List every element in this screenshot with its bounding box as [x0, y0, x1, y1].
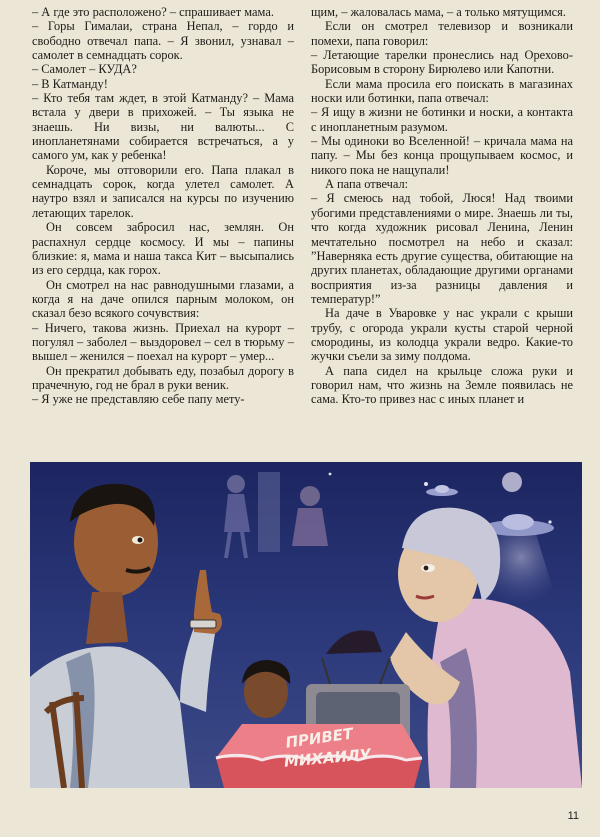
paragraph: щим, – жаловалась мама, – а только мятущимся.: [311, 5, 566, 19]
paragraph: – Горы Гималаи, страна Непал, – гордо и свободно отвечал папа. – Я звонил, узнавал – самолет в семнадцать сорок.: [32, 19, 294, 63]
paragraph: Короче, мы отговорили его. Папа плакал в семнадцать сорок, когда улетел самолет. А наутро взял и записался на курсы по изучению летающих тарелок.: [32, 162, 294, 220]
paragraph: – Самолет – КУДА?: [32, 62, 137, 77]
star: [424, 482, 428, 486]
paragraph: – Кто тебя там ждет, в этой Катманду? – Мама встала у двери в прихожей. – Ты языка не знаешь. Ни визы, ни валюты... С инопланетянами собирается встречаться, а у самого ум, как у ребенка!: [32, 91, 294, 163]
paragraph: Если мама просила его поискать в магазинах носки или ботинки, папа отвечал:: [311, 76, 573, 106]
illustration: [30, 462, 582, 788]
cake-inscription-line1: ПРИВЕТ: [284, 724, 355, 752]
paragraph: На даче в Уваровке у нас украли с крыши трубу, с огорода украли кусты старой черной смородины, из колодца украли ведро. Какие-то жучки съели за зиму полдома.: [311, 306, 573, 364]
paragraph: – Мы одиноки во Вселенной! – кричала мама на папу. – Мы без конца прощупываем космос, и никого пока не нащупали!: [311, 134, 573, 177]
paragraph: – В Катманду!: [32, 76, 108, 91]
paragraph: – Ничего, такова жизнь. Приехал на курорт – погулял – заболел – выздоровел – сел в тюрьму – вышел – женился – поехал на курорт – умер...: [32, 320, 294, 364]
page-number: 11: [567, 810, 579, 822]
paragraph: Он прекратил добывать еду, позабыл дорогу в прачечную, год не брал в руки веник.: [32, 363, 294, 392]
paragraph: – А где это расположено? – спрашивает мама.: [32, 5, 274, 19]
paragraph: А папа отвечал:: [325, 177, 409, 192]
paragraph: – Летающие тарелки пронеслись над Орехово-Борисовым в сторону Бирюлево или Капотни.: [311, 48, 573, 77]
text-column-left: [32, 5, 294, 407]
cake-inscription-line2: МИХАИЛУ: [283, 745, 372, 771]
paragraph: Если он смотрел телевизор и возникали помехи, папа говорил:: [311, 19, 573, 48]
star: [548, 520, 551, 523]
paragraph: – Я смеюсь над тобой, Люся! Над твоими убогими представлениями о мире. Знаешь ли ты, что когда художник рисовал Ленина, Ленин мечтательно посмотрел на небо и сказал: ”Наверняка есть другие существа, обитающие на других планетах, обладающие другими органами восприятия из-за разницы давления и температур!”: [311, 191, 573, 306]
star: [329, 473, 332, 476]
paragraph: Он смотрел на нас равнодушными глазами, а когда я на даче опился парным молоком, он сказал безо всякого сочувствия:: [32, 277, 294, 321]
text-column-right: [311, 5, 573, 407]
paragraph: Он совсем забросил нас, землян. Он распахнул сердце космосу. И мы – папины близкие: я, мама и наша такса Кит – высыпались из его сердца, как горох.: [32, 220, 294, 278]
moon: [502, 472, 522, 492]
paragraph: – Я уже не представляю себе папу мету-: [32, 392, 245, 407]
illustration-drawing: [30, 462, 582, 788]
paragraph: А папа сидел на крыльце сложа руки и говорил нам, что жизнь на Земле появилась не сама. Кто-то привез нас с иных планет и: [311, 363, 573, 407]
paragraph: – Я ищу в жизни не ботинки и носки, а контакта с инопланетным разумом.: [311, 105, 573, 134]
